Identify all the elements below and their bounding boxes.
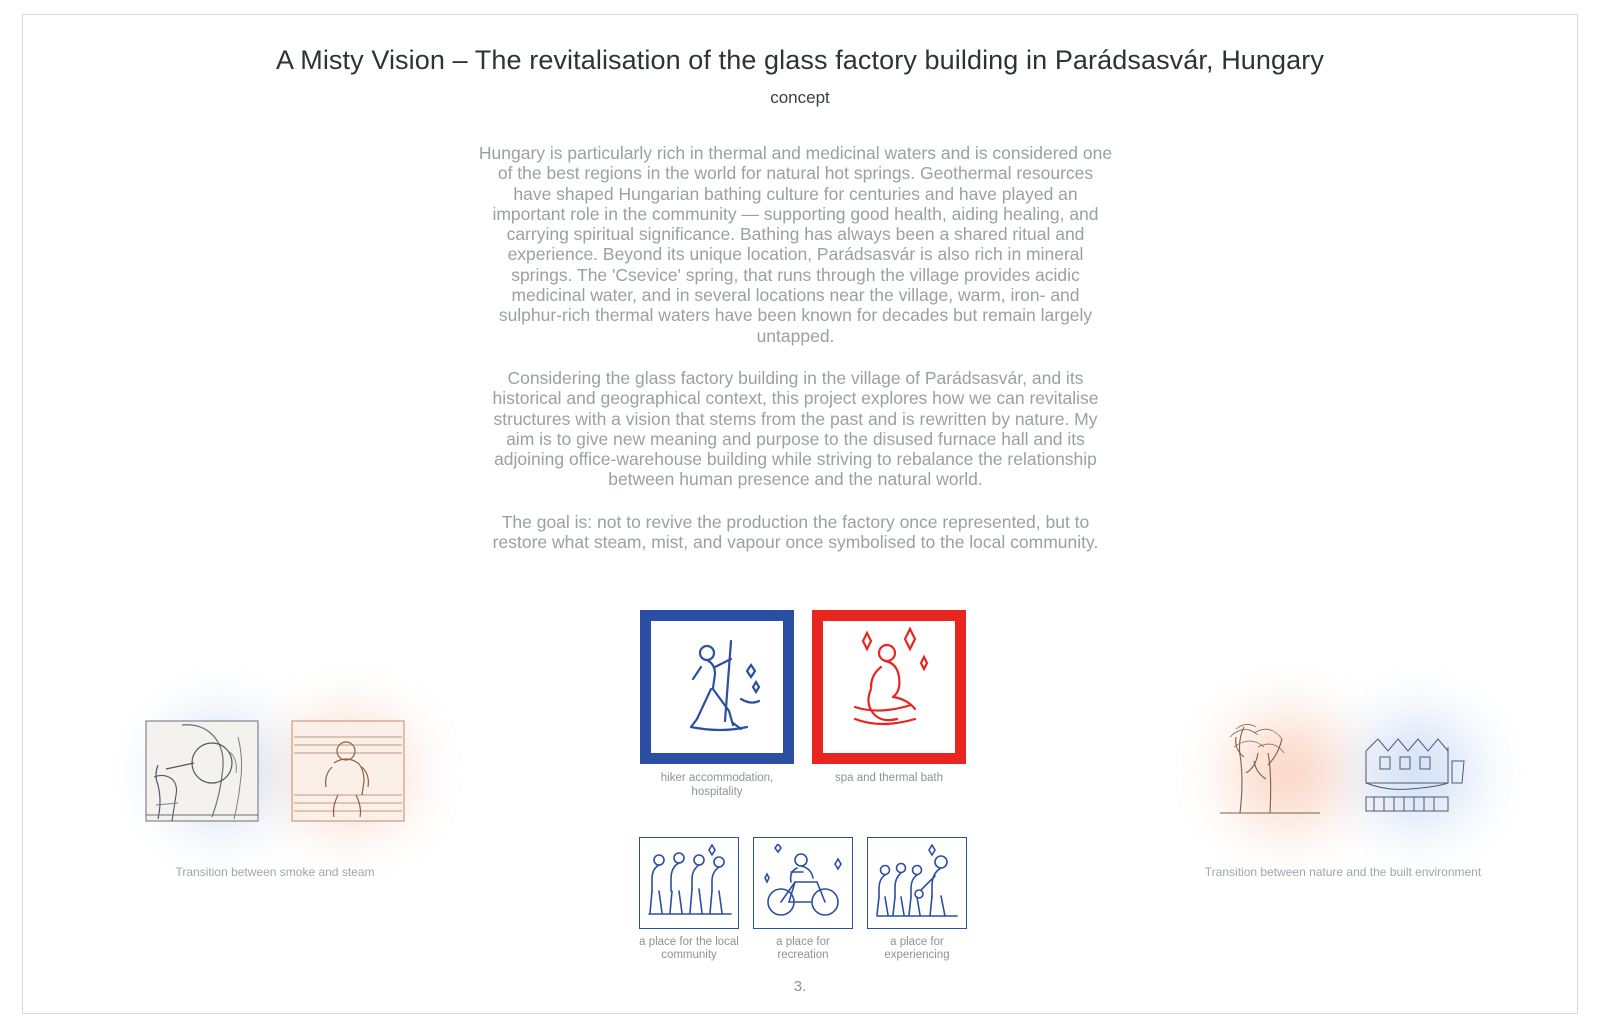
concept-card-experiencing[interactable] [867,837,967,929]
concept-card-recreation[interactable] [753,837,853,929]
caption-experiencing: a place for experiencing [884,936,950,961]
secondary-caption-row [623,936,983,962]
caption-hiker: hiker accommodation, hospitality [660,772,774,798]
visitors-icon [871,844,963,922]
caption-recreation: a place for recreation [776,936,830,961]
caption-community: a place for the local community [639,936,739,961]
caption-spa: spa and thermal bath [834,772,944,784]
concept-card-hiker[interactable] [640,610,794,764]
primary-caption-row [623,772,983,799]
hiker-icon [653,623,781,751]
secondary-icon-row [623,837,983,929]
transition-left-panel [95,705,455,879]
page-title: A Misty Vision – The revitalisation of the glass factory building in Parádsasvár, Hungary [276,45,1324,75]
transition-right-panel [1163,705,1523,879]
bather-in-pool-sketch [288,717,408,825]
concept-card-community[interactable] [639,837,739,929]
transition-left-caption: Transition between smoke and steam [175,865,375,879]
primary-icon-row [623,610,983,764]
paragraph-1: Hungary is particularly rich in thermal and medicinal waters and is considered one of the best regions in the world for natural hot springs. Geothermal resources have shaped Hungarian bathing culture for centuries and have played an important role in the community — supporting good health, aiding healing, and carrying spiritual significance. Bathing has always been a shared ritual and experience. Beyond its unique location, Parádsasvár is also rich in mineral springs. The 'Csevice' spring, that runs through the village provides acidic medicinal water, and in several locations near the village, warm, iron- and sulphur-rich thermal waters have been known for decades but remain largely untapped. [478,143,1113,346]
industrial-building-sketch [1356,717,1476,825]
concept-icon-cluster [623,610,983,962]
paragraph-3: The goal is: not to revive the production the factory once represented, but to restore what steam, mist, and vapour once symbolised to the local community. [492,511,1099,553]
concept-card-spa[interactable] [812,610,966,764]
cyclist-icon [757,844,849,922]
transition-left-images [95,705,455,837]
page-subtitle: concept [770,88,830,107]
transition-right-images [1163,705,1523,837]
transition-right-caption: Transition between nature and the built environment [1204,865,1482,879]
page-number: 3. [793,978,807,995]
document-page [22,14,1578,1014]
tree-nature-sketch [1210,717,1330,825]
glass-blower-furnace-sketch [142,717,262,825]
paragraph-2: Considering the glass factory building in the village of Parádsasvár, and its historical and geographical context, this project explores how we can revitalise structures with a vision that stems from the past and is rewritten by nature. My aim is to give new meaning and purpose to the disused furnace hall and its adjoining office-warehouse building while striving to rebalance the relationship between human presence and the natural world. [492,367,1099,490]
bather-icon [825,623,953,751]
concept-text [478,143,1113,552]
community-group-icon [643,844,735,922]
